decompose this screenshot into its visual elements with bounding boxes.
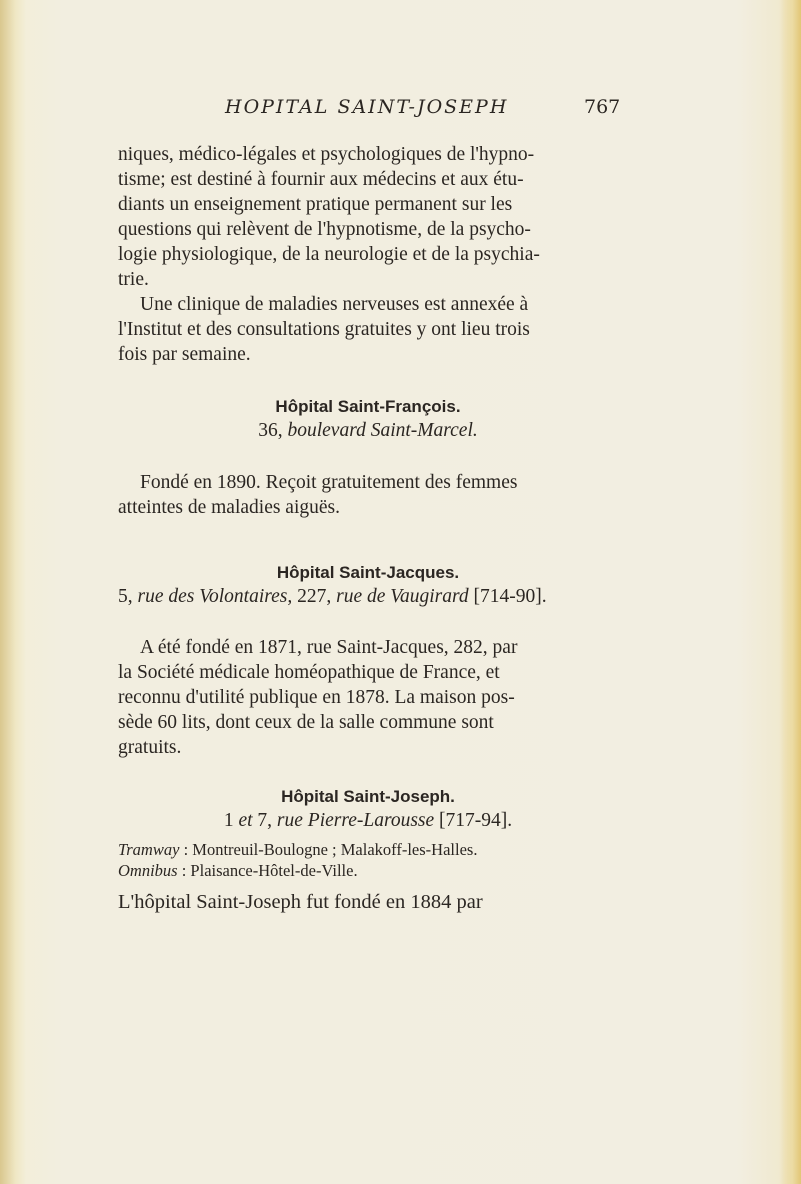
transport-label: Omnibus <box>118 861 178 880</box>
address-number: 227, <box>297 586 332 607</box>
text-line: logie physiologique, de la neurologie et de la psychia- <box>118 244 540 265</box>
address-street: rue des Volontaires, <box>137 586 293 607</box>
paragraph-saint-joseph <box>118 890 618 915</box>
text-line: l'Institut et des consultations gratuites y ont lieu trois <box>118 319 530 340</box>
transport-omnibus <box>118 861 618 881</box>
transport-label: Tramway <box>118 840 180 859</box>
page-number: 767 <box>584 96 621 118</box>
text-line: Fondé en 1890. Reçoit gratuitement des femmes <box>140 472 518 493</box>
transport-value: : Montreuil-Boulogne ; Malakoff-les-Halles. <box>183 840 478 859</box>
transport-tramway <box>118 840 618 860</box>
heading-saint-joseph: Hôpital Saint-Joseph. <box>281 787 455 806</box>
text-line: Une clinique de maladies nerveuses est annexée à <box>140 294 529 315</box>
heading-saint-francois: Hôpital Saint-François. <box>275 397 461 416</box>
text-line: L'hôpital Saint-Joseph fut fondé en 1884 par <box>118 891 483 913</box>
address-number: 7, <box>257 810 273 831</box>
text-line: sède 60 lits, dont ceux de la salle commune sont <box>118 712 494 733</box>
address-saint-francois <box>118 420 618 442</box>
address-street: rue Pierre-Larousse <box>276 810 435 831</box>
text-line: trie. <box>118 269 149 290</box>
address-saint-joseph <box>118 810 618 832</box>
text-line: reconnu d'utilité publique en 1878. La maison pos- <box>118 687 515 708</box>
heading-saint-jacques: Hôpital Saint-Jacques. <box>276 563 460 582</box>
phone-reference: [717-94]. <box>439 810 513 831</box>
paragraph-saint-francois <box>118 470 618 520</box>
text-line: diants un enseignement pratique permanent sur les <box>118 194 513 215</box>
address-street: boulevard Saint-Marcel. <box>287 420 478 441</box>
page-edge-right <box>779 0 801 1184</box>
page-gutter-left <box>0 0 26 1184</box>
text-line: niques, médico-légales et psychologiques de l'hypno- <box>118 144 535 165</box>
address-saint-jacques <box>118 586 618 608</box>
address-conjunction: et <box>238 810 253 831</box>
transport-value: : Plaisance-Hôtel-de-Ville. <box>181 861 358 880</box>
address-number: 36, <box>258 420 283 441</box>
text-line: tisme; est destiné à fournir aux médecins et aux étu- <box>118 169 524 190</box>
text-line: questions qui relèvent de l'hypnotisme, de la psycho- <box>118 219 531 240</box>
text-line: fois par semaine. <box>118 344 251 365</box>
phone-reference: [714-90]. <box>473 586 547 607</box>
paragraph-hypnotism <box>118 142 618 292</box>
text-line: gratuits. <box>118 737 182 758</box>
text-line: la Société médicale homéopathique de France, et <box>118 662 500 683</box>
paragraph-saint-jacques <box>118 635 618 760</box>
paragraph-clinique <box>118 292 618 367</box>
address-street: rue de Vaugirard <box>336 586 469 607</box>
running-head: HOPITAL SAINT-JOSEPH <box>225 96 509 118</box>
text-line: atteintes de maladies aiguës. <box>118 497 341 518</box>
address-number: 1 <box>223 810 234 831</box>
address-number: 5, <box>118 586 133 607</box>
text-line: A été fondé en 1871, rue Saint-Jacques, 282, par <box>140 637 518 658</box>
